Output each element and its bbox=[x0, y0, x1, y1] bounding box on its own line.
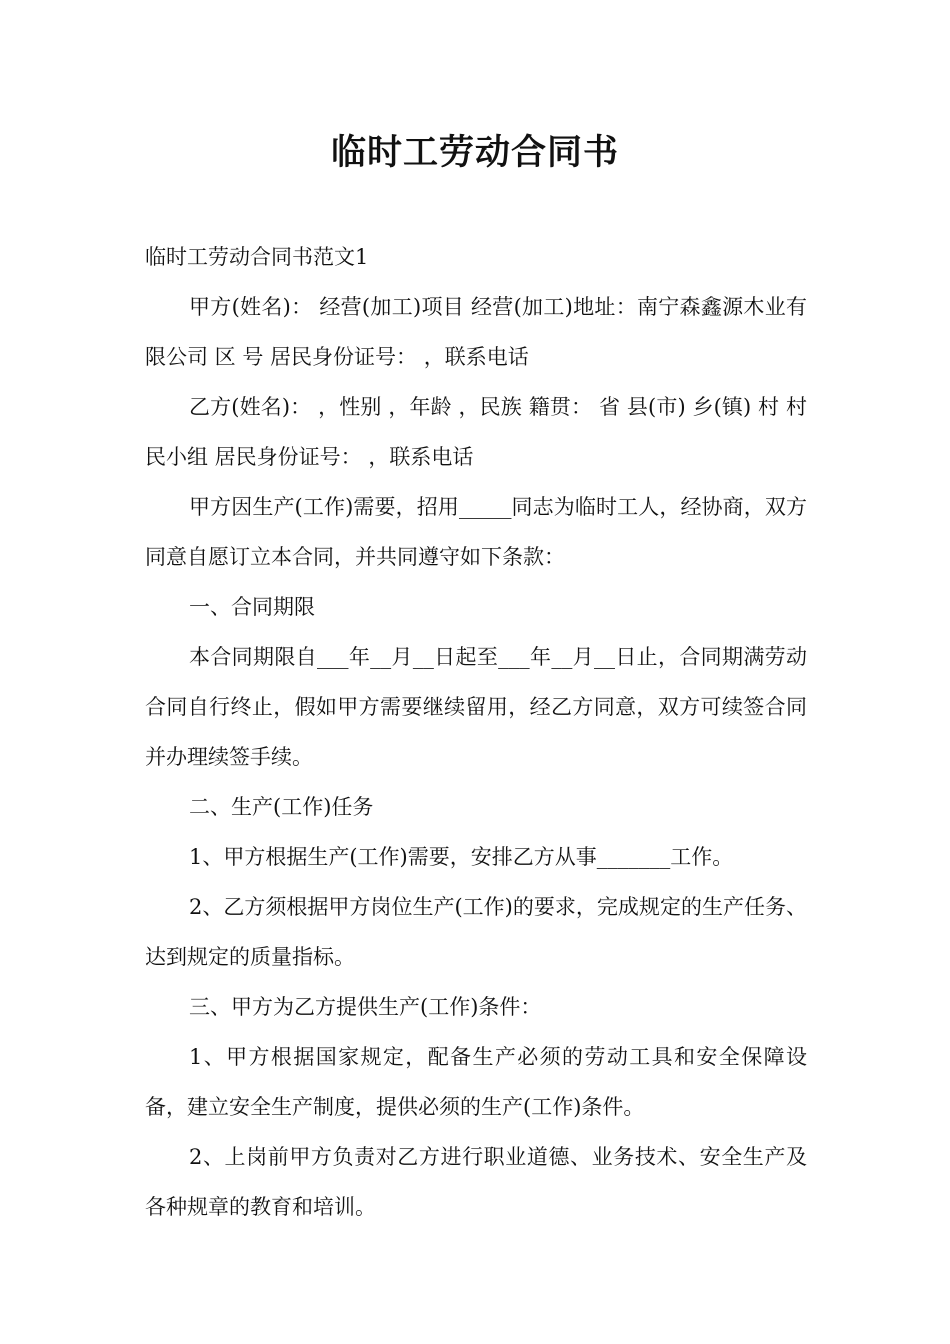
tasks-clause-2: 2、乙方须根据甲方岗位生产(工作)的要求，完成规定的生产任务、达到规定的质量指标。 bbox=[145, 895, 807, 969]
conditions-clause-2: 2、上岗前甲方负责对乙方进行职业道德、业务技术、安全生产及各种规章的教育和培训。 bbox=[145, 1145, 807, 1219]
contract-preamble: 甲方因生产(工作)需要，招用_____同志为临时工人，经协商，双方同意自愿订立本合同，并共同遵守如下条款： bbox=[145, 495, 807, 569]
section-heading-term: 一、合同期限 bbox=[189, 595, 315, 619]
tasks-clause-1: 1、甲方根据生产(工作)需要，安排乙方从事_______工作。 bbox=[189, 845, 734, 869]
section-heading-tasks: 二、生产(工作)任务 bbox=[189, 795, 374, 819]
document-body bbox=[145, 232, 807, 1232]
party-b-info: 乙方(姓名)： ，性别 ，年龄 ，民族 籍贯： 省 县(市) 乡(镇) 村 村民小组 居民身份证号： ，联系电话 bbox=[145, 395, 807, 469]
section-heading-conditions: 三、甲方为乙方提供生产(工作)条件： bbox=[189, 995, 542, 1019]
document-title: 临时工劳动合同书 bbox=[330, 133, 619, 173]
document-subtitle: 临时工劳动合同书范文1 bbox=[145, 245, 369, 269]
party-a-info: 甲方(姓名)： 经营(加工)项目 经营(加工)地址：南宁森鑫源木业有限公司 区 号 居民身份证号： ，联系电话 bbox=[145, 295, 807, 369]
conditions-clause-1: 1、甲方根据国家规定，配备生产必须的劳动工具和安全保障设备，建立安全生产制度，提供必须的生产(工作)条件。 bbox=[145, 1045, 807, 1119]
term-clause: 本合同期限自___年__月__日起至___年__月__日止，合同期满劳动合同自行终止，假如甲方需要继续留用，经乙方同意，双方可续签合同并办理续签手续。 bbox=[145, 645, 807, 769]
